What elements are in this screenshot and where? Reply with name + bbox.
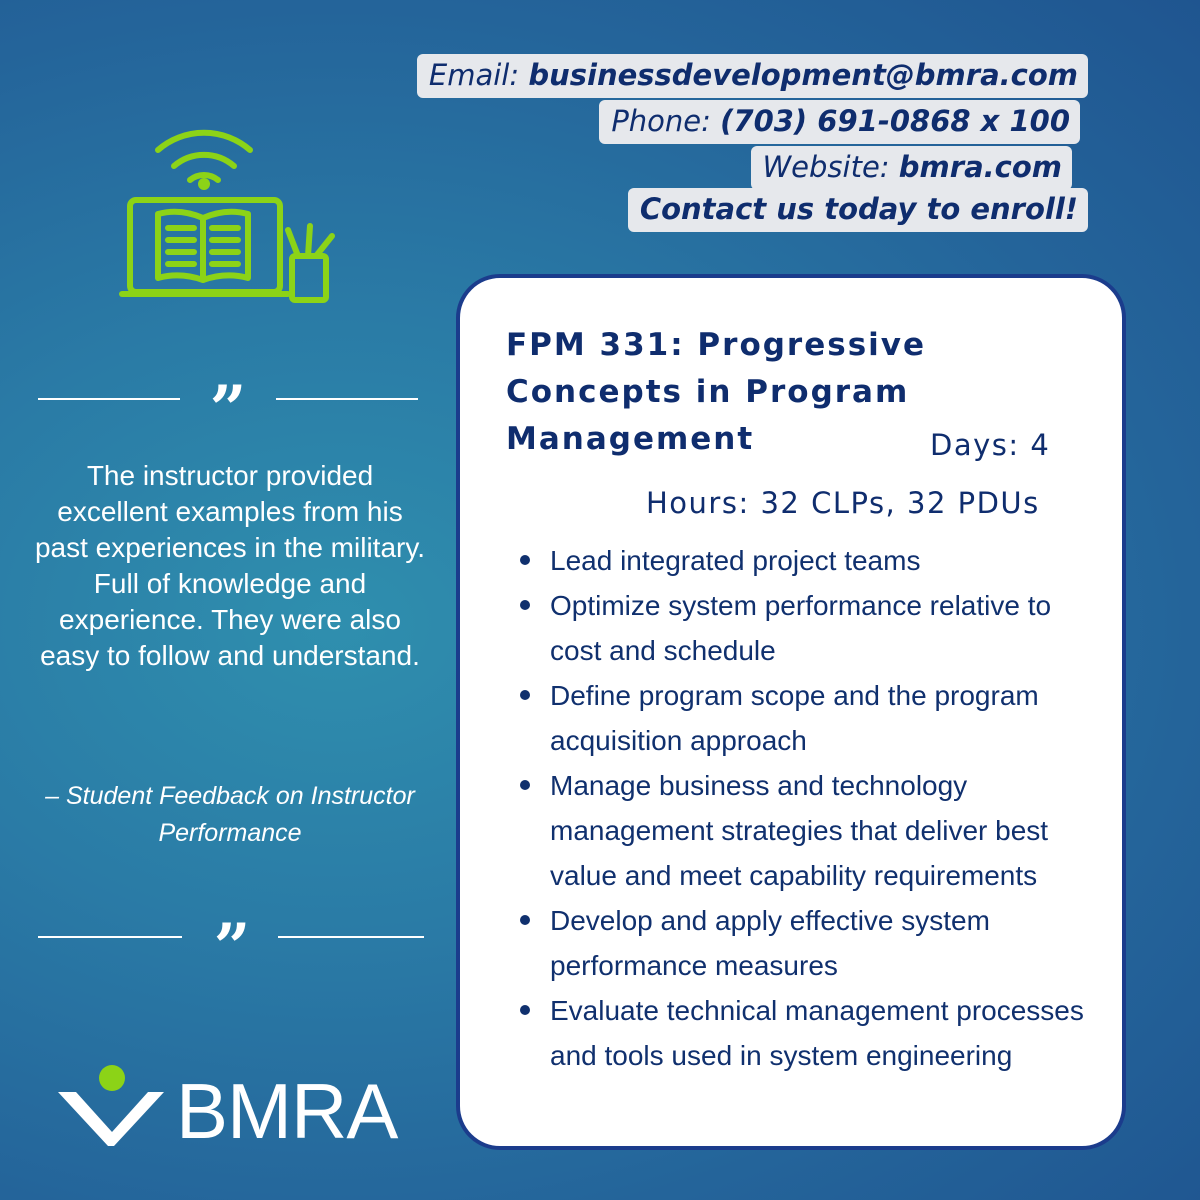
objective-text: Optimize system performance relative to cost and schedule <box>550 590 1052 666</box>
course-days: Days: 4 <box>930 428 1051 462</box>
laptop-book-illustration <box>118 118 348 317</box>
course-hours: Hours: 32 CLPs, 32 PDUs <box>646 486 1040 520</box>
bullet-icon <box>520 555 530 565</box>
website-line[interactable] <box>751 146 1073 190</box>
objective-text: Manage business and technology management strategies that deliver best value and meet capability requirements <box>550 770 1049 891</box>
quote-mark-icon: ” <box>213 910 251 985</box>
laptop-book-icon <box>118 118 348 313</box>
phone-link[interactable]: (703) 691-0868 x 100 <box>720 104 1070 138</box>
objective-text: Lead integrated project teams <box>550 545 921 576</box>
objective-text: Define program scope and the program acquisition approach <box>550 680 1039 756</box>
objective-text: Develop and apply effective system performance measures <box>550 905 990 981</box>
objective-text: Evaluate technical management processes and tools used in system engineering <box>550 995 1084 1071</box>
divider-right-top <box>276 398 418 400</box>
bmra-logo <box>56 1064 166 1158</box>
email-label: Email: <box>428 58 520 92</box>
divider-right-bottom <box>278 936 424 938</box>
list-item <box>506 763 1106 898</box>
website-link[interactable]: bmra.com <box>898 150 1062 184</box>
list-item <box>506 538 1106 583</box>
bullet-icon <box>520 690 530 700</box>
list-item <box>506 898 1106 988</box>
bullet-icon <box>520 600 530 610</box>
bullet-icon <box>520 1005 530 1015</box>
testimonial-text: The instructor provided excellent examples from his past experiences in the military. Full of knowledge and experience. They were also easy to follow and understand. <box>34 460 426 671</box>
bullet-icon <box>520 915 530 925</box>
phone-line[interactable] <box>599 100 1080 144</box>
testimonial-attribution: – Student Feedback on Instructor Performance <box>45 782 415 847</box>
list-item <box>506 673 1106 763</box>
email-link[interactable]: businessdevelopment@bmra.com <box>528 58 1078 92</box>
quote-mark-icon: ” <box>209 372 247 447</box>
bullet-icon <box>520 780 530 790</box>
list-item <box>506 988 1106 1078</box>
bmra-logo-text: BMRA <box>176 1067 398 1155</box>
phone-label: Phone: <box>611 104 711 138</box>
divider-left-bottom <box>38 936 182 938</box>
list-item <box>506 583 1106 673</box>
course-card <box>456 274 1126 1150</box>
website-label: Website: <box>762 150 890 184</box>
objectives-list <box>506 538 1106 1078</box>
course-title: FPM 331: Progressive Concepts in Program Management <box>506 327 927 457</box>
divider-left-top <box>38 398 180 400</box>
enroll-cta: Contact us today to enroll! <box>628 188 1088 232</box>
bmra-person-icon <box>56 1064 166 1154</box>
email-line[interactable] <box>417 54 1088 98</box>
